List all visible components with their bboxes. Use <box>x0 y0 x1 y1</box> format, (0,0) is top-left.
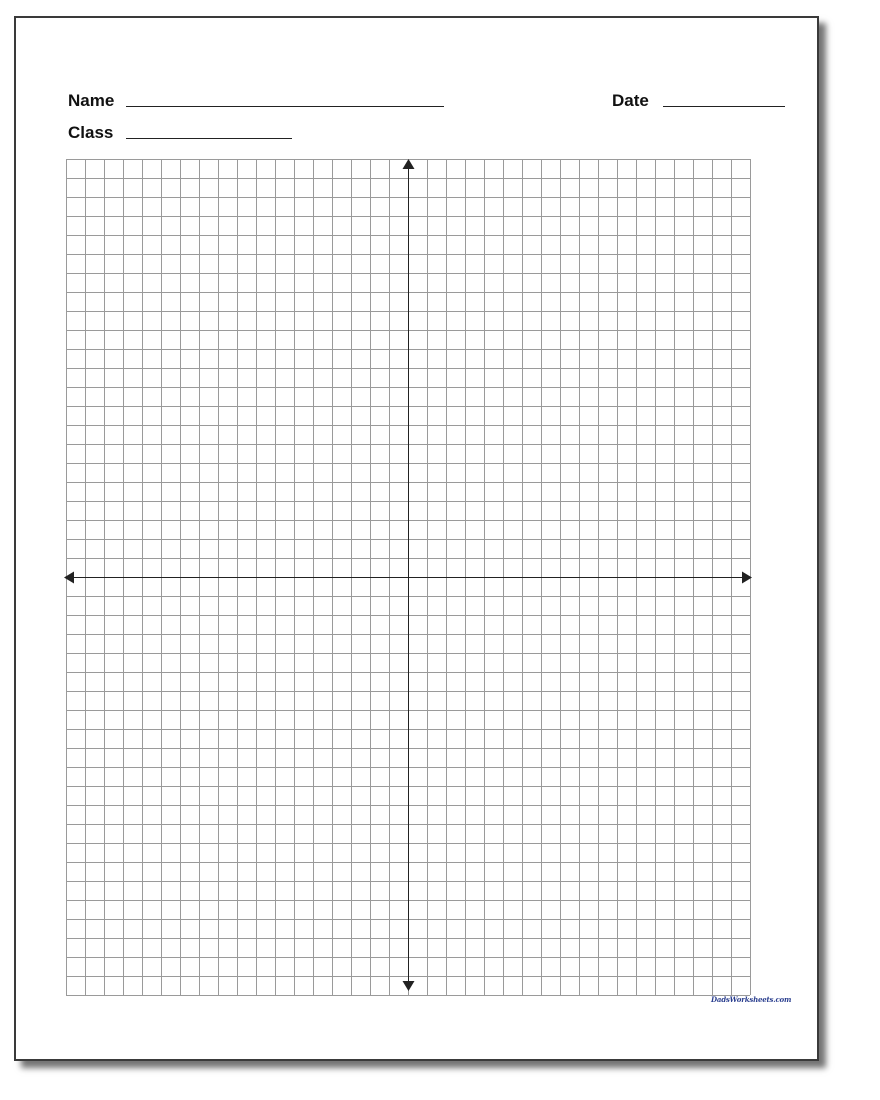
axes <box>64 159 752 991</box>
y-axis-up-arrow-icon <box>403 159 415 169</box>
worksheet-page <box>14 16 819 1061</box>
class-label: Class <box>68 123 114 142</box>
date-label: Date <box>612 91 649 110</box>
watermark-logo: DadsWorksheets.com <box>711 995 792 1004</box>
coordinate-grid <box>16 18 817 1059</box>
x-axis-left-arrow-icon <box>64 572 74 584</box>
y-axis-down-arrow-icon <box>403 981 415 991</box>
name-label: Name <box>68 91 115 110</box>
